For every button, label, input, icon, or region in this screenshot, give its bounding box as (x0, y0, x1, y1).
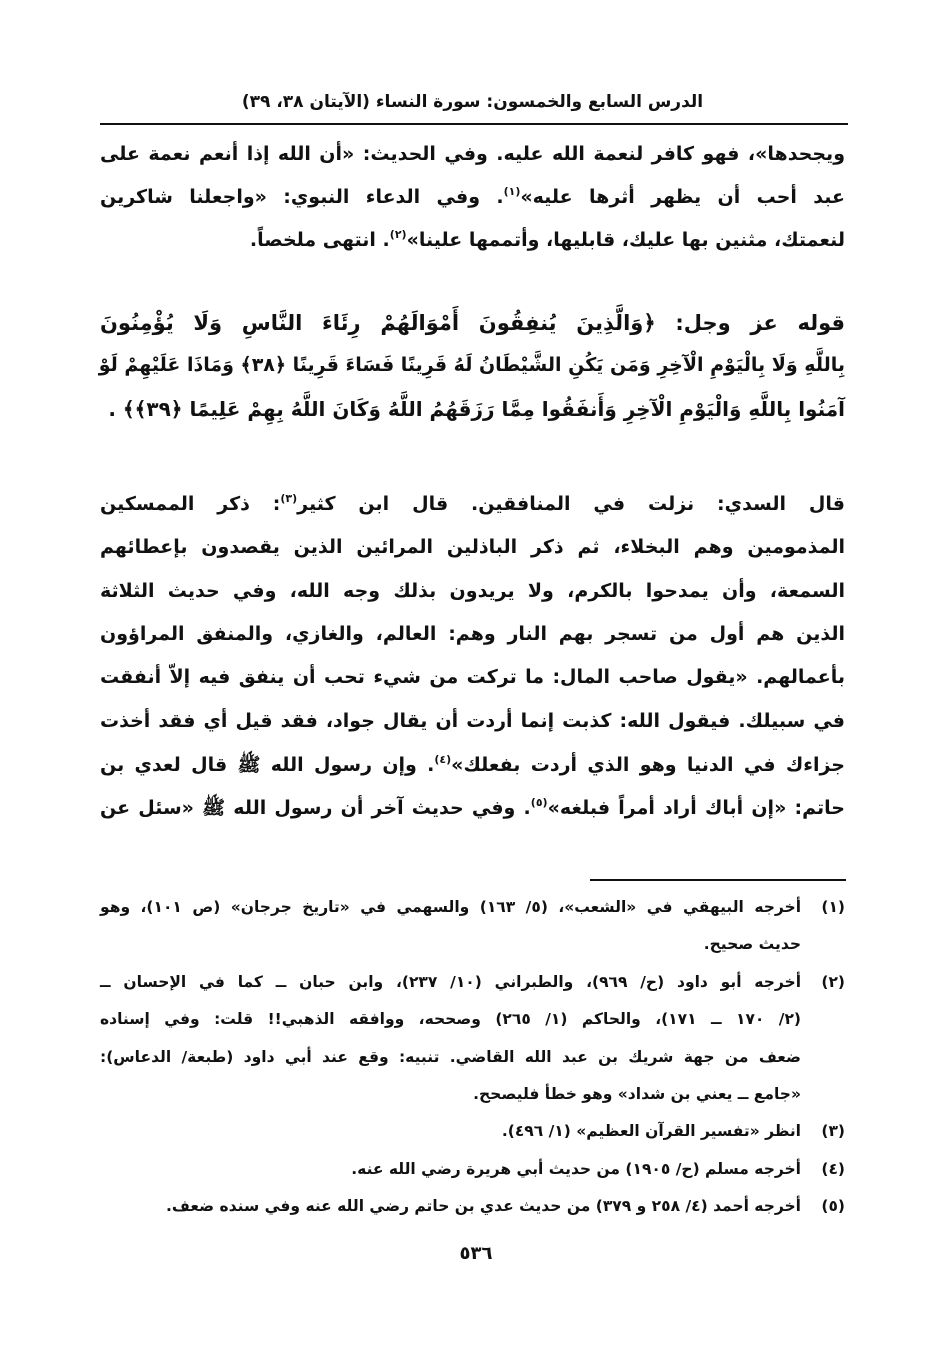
running-header: الدرس السابع والخمسون: سورة النساء (الآيتان ٣٨، ٣٩) (241, 92, 704, 112)
text-run: في سبيلك. فيقول الله: كذبت إنما أردت أن يقال جواد، فقد قيل أي فقد أخذت (100, 709, 845, 732)
text-run: عبد أحب أن يظهر أثرها عليه» (520, 186, 845, 208)
paragraph-line (100, 623, 845, 645)
text-run: آمَنُوا بِاللَّهِ وَالْيَوْمِ الْآخِرِ وَأَنفَقُوا مِمَّا رَزَقَهُمُ اللَّهُ وَكَانَ اللَّهُ بِهِمْ عَلِيمًا ﴿٣٩﴾﴾ . (108, 397, 845, 421)
text-run: بِاللَّهِ وَلَا بِالْيَوْمِ الْآخِرِ وَمَن يَكُنِ الشَّيْطَانُ لَهُ قَرِينًا فَسَاءَ قَرِينًا ﴿٣٨﴾ وَمَاذَا عَلَيْهِمْ لَوْ (98, 354, 845, 376)
footnote-number: (٥) (821, 1197, 845, 1216)
footnote-text: ضعف من جهة شريك بن عبد الله القاضي. تنبيه: وقع عند أبي داود (طبعة/ الدعاس): (100, 1047, 801, 1066)
footnote-reference[interactable]: (٢) (389, 228, 407, 241)
text-run: ويجحدها»، فهو كافر لنعمة الله عليه. وفي الحديث: «أن الله إذا أنعم نعمة على (100, 143, 845, 165)
footnote-line (100, 1048, 845, 1066)
text-run: قال السدي: نزلت في المنافقين. قال ابن كثير (297, 493, 845, 515)
footnote-text: أخرجه أحمد (٤/ ٢٥٨ و ٣٧٩) من حديث عدي بن حاتم رضي الله عنه وفي سنده ضعف. (166, 1197, 801, 1216)
text-run: المذمومين وهم البخلاء، ثم ذكر الباذلين المرائين الذين يقصدون بإعطائهم (100, 536, 845, 559)
footnote-text: «جامع ــ يعني بن شداد» وهو خطأ فليصحح. (473, 1085, 801, 1103)
paragraph-line (100, 666, 845, 688)
footnote-number: (٤) (821, 1159, 845, 1178)
quran-verse-line (100, 397, 845, 421)
intro-line (100, 143, 845, 165)
footnote-number: (٢) (821, 972, 846, 991)
footnote-rule (590, 879, 846, 881)
footnote-reference[interactable]: (٣) (280, 492, 298, 505)
footnote-text: أخرجه أبو داود (ح/ ٩٦٩)، والطبراني (١٠/ ٢٣٧)، وابن حبان ــ كما في الإحسان ــ (100, 972, 802, 991)
footnote-line (100, 1197, 845, 1215)
paragraph-line (100, 580, 845, 602)
footnote-line (100, 1010, 845, 1028)
intro-line (100, 229, 845, 251)
text-run: الذين هم أول من تسجر بهم النار وهم: العالم، والغازي، والمنفق المراؤون (100, 622, 845, 645)
text-run: حاتم: «إن أباك أراد أمراً فبلغه» (547, 797, 845, 820)
paragraph-line (100, 493, 845, 515)
footnote-reference[interactable]: (١) (503, 185, 521, 198)
page-number: ٥٣٦ (459, 1243, 493, 1264)
footnote-line (100, 973, 845, 991)
footnote-line (100, 1085, 845, 1103)
footnote-text: (٢/ ١٧٠ ــ ١٧١)، والحاكم (١/ ٢٦٥) وصححه، ووافقه الذهبي!! قلت: وفي إسناده (100, 1010, 802, 1029)
text-run: . وإن رسول الله ﷺ قال لعدي بن (100, 753, 435, 776)
footnote-line (100, 935, 845, 953)
footnote-text: أخرجه البيهقي في «الشعب»، (٥/ ١٦٣) والسهمي في «تاريخ جرجان» (ص ١٠١)، وهو (100, 898, 802, 916)
paragraph-line (100, 710, 845, 732)
header-rule (100, 123, 848, 125)
text-run: قوله عز وجل: ﴿وَالَّذِينَ يُنفِقُونَ أَمْوَالَهُمْ رِئَاءَ النَّاسِ وَلَا يُؤْمِنُونَ (100, 311, 845, 335)
text-run: : ذكر الممسكين (100, 493, 281, 515)
text-run: السمعة، وأن يمدحوا بالكرم، ولا يريدون بذلك وجه الله، وفي حديث الثلاثة (100, 579, 845, 602)
footnote-number: (١) (821, 898, 846, 916)
footnote-text: انظر «تفسير القرآن العظيم» (١/ ٤٩٦). (501, 1122, 801, 1141)
footnote-line (100, 1160, 845, 1178)
footnote-line (100, 1122, 845, 1140)
quran-verse-line (100, 311, 845, 335)
footnote-reference[interactable]: (٤) (434, 752, 452, 766)
footnote-reference[interactable]: (٥) (530, 796, 548, 810)
text-run: . وفي الدعاء النبوي: «واجعلنا شاكرين (100, 186, 504, 208)
intro-line (100, 186, 845, 208)
paragraph-line (100, 753, 845, 781)
paragraph-line (100, 536, 845, 558)
paragraph-line (100, 796, 845, 824)
footnote-text: أخرجه مسلم (ح/ ١٩٠٥) من حديث أبي هريرة رضي الله عنه. (351, 1159, 801, 1178)
text-run: جزاءك في الدنيا وهو الذي أردت بفعلك» (451, 753, 845, 776)
text-run: . انتهى ملخصاً. (249, 229, 390, 251)
text-run: لنعمتك، مثنين بها عليك، قابليها، وأتممها علينا» (406, 229, 845, 251)
text-run: بأعمالهم. «يقول صاحب المال: ما تركت من شيء تحب أن ينفق فيه إلاّ أنفقت (100, 666, 845, 689)
footnote-line (100, 898, 845, 916)
footnote-text: حديث صحيح. (703, 935, 801, 954)
footnote-number: (٣) (821, 1122, 845, 1141)
quran-verse-line (100, 354, 845, 376)
text-run: . وفي حديث آخر أن رسول الله ﷺ «سئل عن (100, 797, 531, 820)
